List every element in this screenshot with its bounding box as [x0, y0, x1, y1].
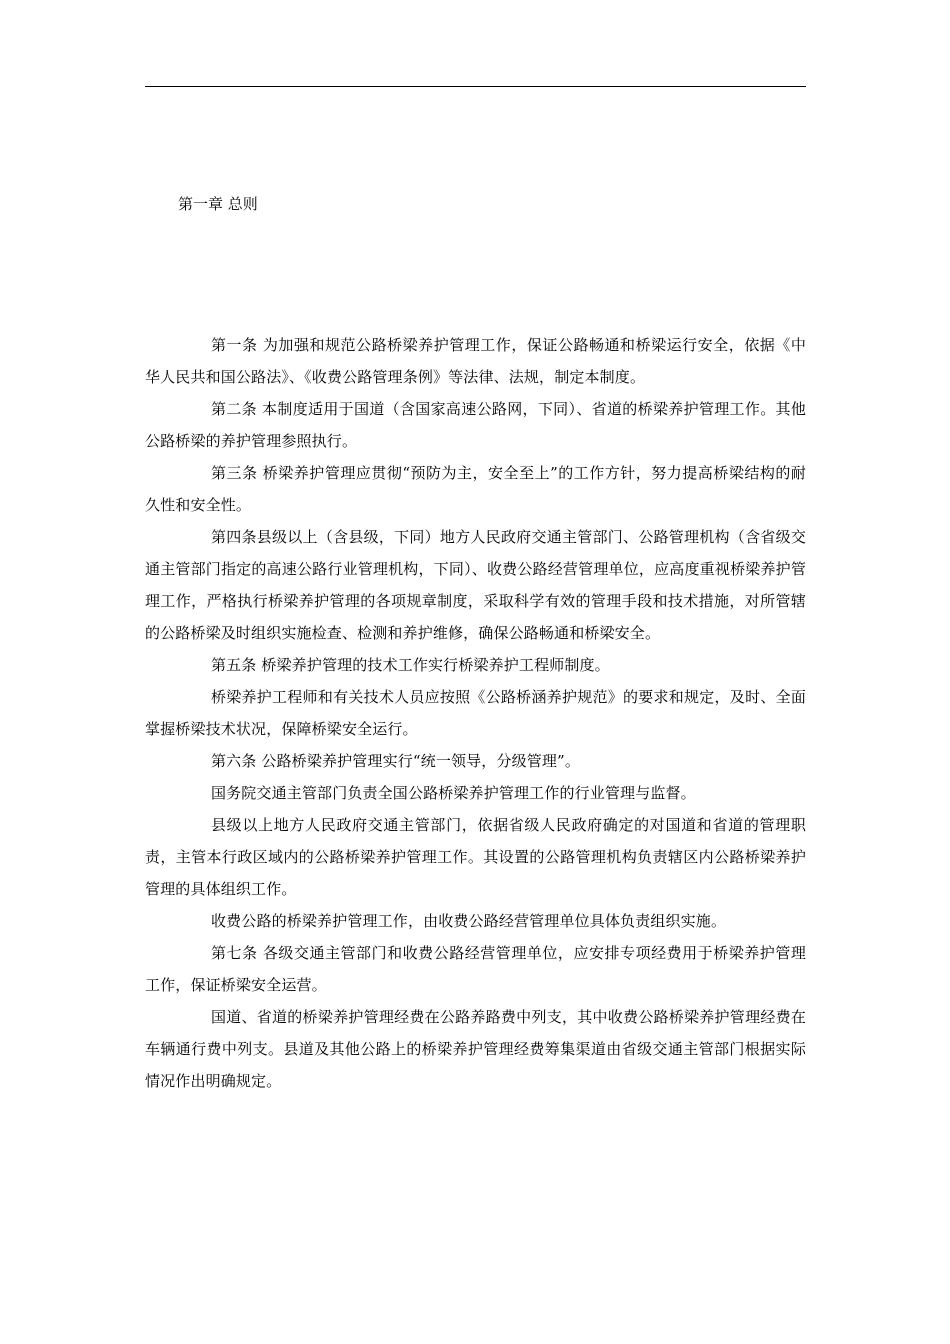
article-6-sub-paragraph-1: 国务院交通主管部门负责全国公路桥梁养护管理工作的行业管理与监督。 — [211, 784, 696, 802]
article-6-paragraph: 第六条 公路桥梁养护管理实行“统一领导，分级管理”。 — [211, 752, 581, 770]
chapter-title: 第一章 总则 — [178, 195, 258, 213]
article-3-paragraph: 第三条 桥梁养护管理应贯彻“预防为主，安全至上”的工作方针，努力提高桥梁结构的耐久性和安全性。 — [145, 464, 806, 514]
article-7-paragraph: 第七条 各级交通主管部门和收费公路经营管理单位，应安排专项经费用于桥梁养护管理工作，保证桥梁安全运营。 — [145, 944, 806, 994]
document-body — [145, 329, 806, 1097]
article-6-sub-paragraph-2: 县级以上地方人民政府交通主管部门，依据省级人民政府确定的对国道和省道的管理职责，主管本行政区域内的公路桥梁养护管理工作。其设置的公路管理机构负责辖区内公路桥梁养护管理的具体组织工作。 — [145, 816, 806, 898]
article-4-paragraph: 第四条县级以上（含县级，下同）地方人民政府交通主管部门、公路管理机构（含省级交通主管部门指定的高速公路行业管理机构，下同）、收费公路经营管理单位，应高度重视桥梁养护管理工作，严格执行桥梁养护管理的各项规章制度，采取科学有效的管理手段和技术措施，对所管辖的公路桥梁及时组织实施检查、检测和养护维修，确保公路畅通和桥梁安全。 — [145, 528, 806, 642]
article-5-paragraph: 第五条 桥梁养护管理的技术工作实行桥梁养护工程师制度。 — [211, 656, 610, 674]
article-2-paragraph: 第二条 本制度适用于国道（含国家高速公路网，下同）、省道的桥梁养护管理工作。其他公路桥梁的养护管理参照执行。 — [145, 400, 806, 450]
article-1-paragraph: 第一条 为加强和规范公路桥梁养护管理工作，保证公路畅通和桥梁运行安全，依据《中华人民共和国公路法》、《收费公路管理条例》等法律、法规，制定本制度。 — [145, 336, 806, 386]
article-7-sub-paragraph: 国道、省道的桥梁养护管理经费在公路养路费中列支，其中收费公路桥梁养护管理经费在车辆通行费中列支。县道及其他公路上的桥梁养护管理经费筹集渠道由省级交通主管部门根据实际情况作出明确规定。 — [145, 1008, 806, 1090]
article-5-sub-paragraph: 桥梁养护工程师和有关技术人员应按照《公路桥涵养护规范》的要求和规定，及时、全面掌握桥梁技术状况，保障桥梁安全运行。 — [145, 688, 806, 738]
article-6-sub-paragraph-3: 收费公路的桥梁养护管理工作，由收费公路经营管理单位具体负责组织实施。 — [211, 912, 727, 930]
header-rule — [145, 86, 806, 87]
